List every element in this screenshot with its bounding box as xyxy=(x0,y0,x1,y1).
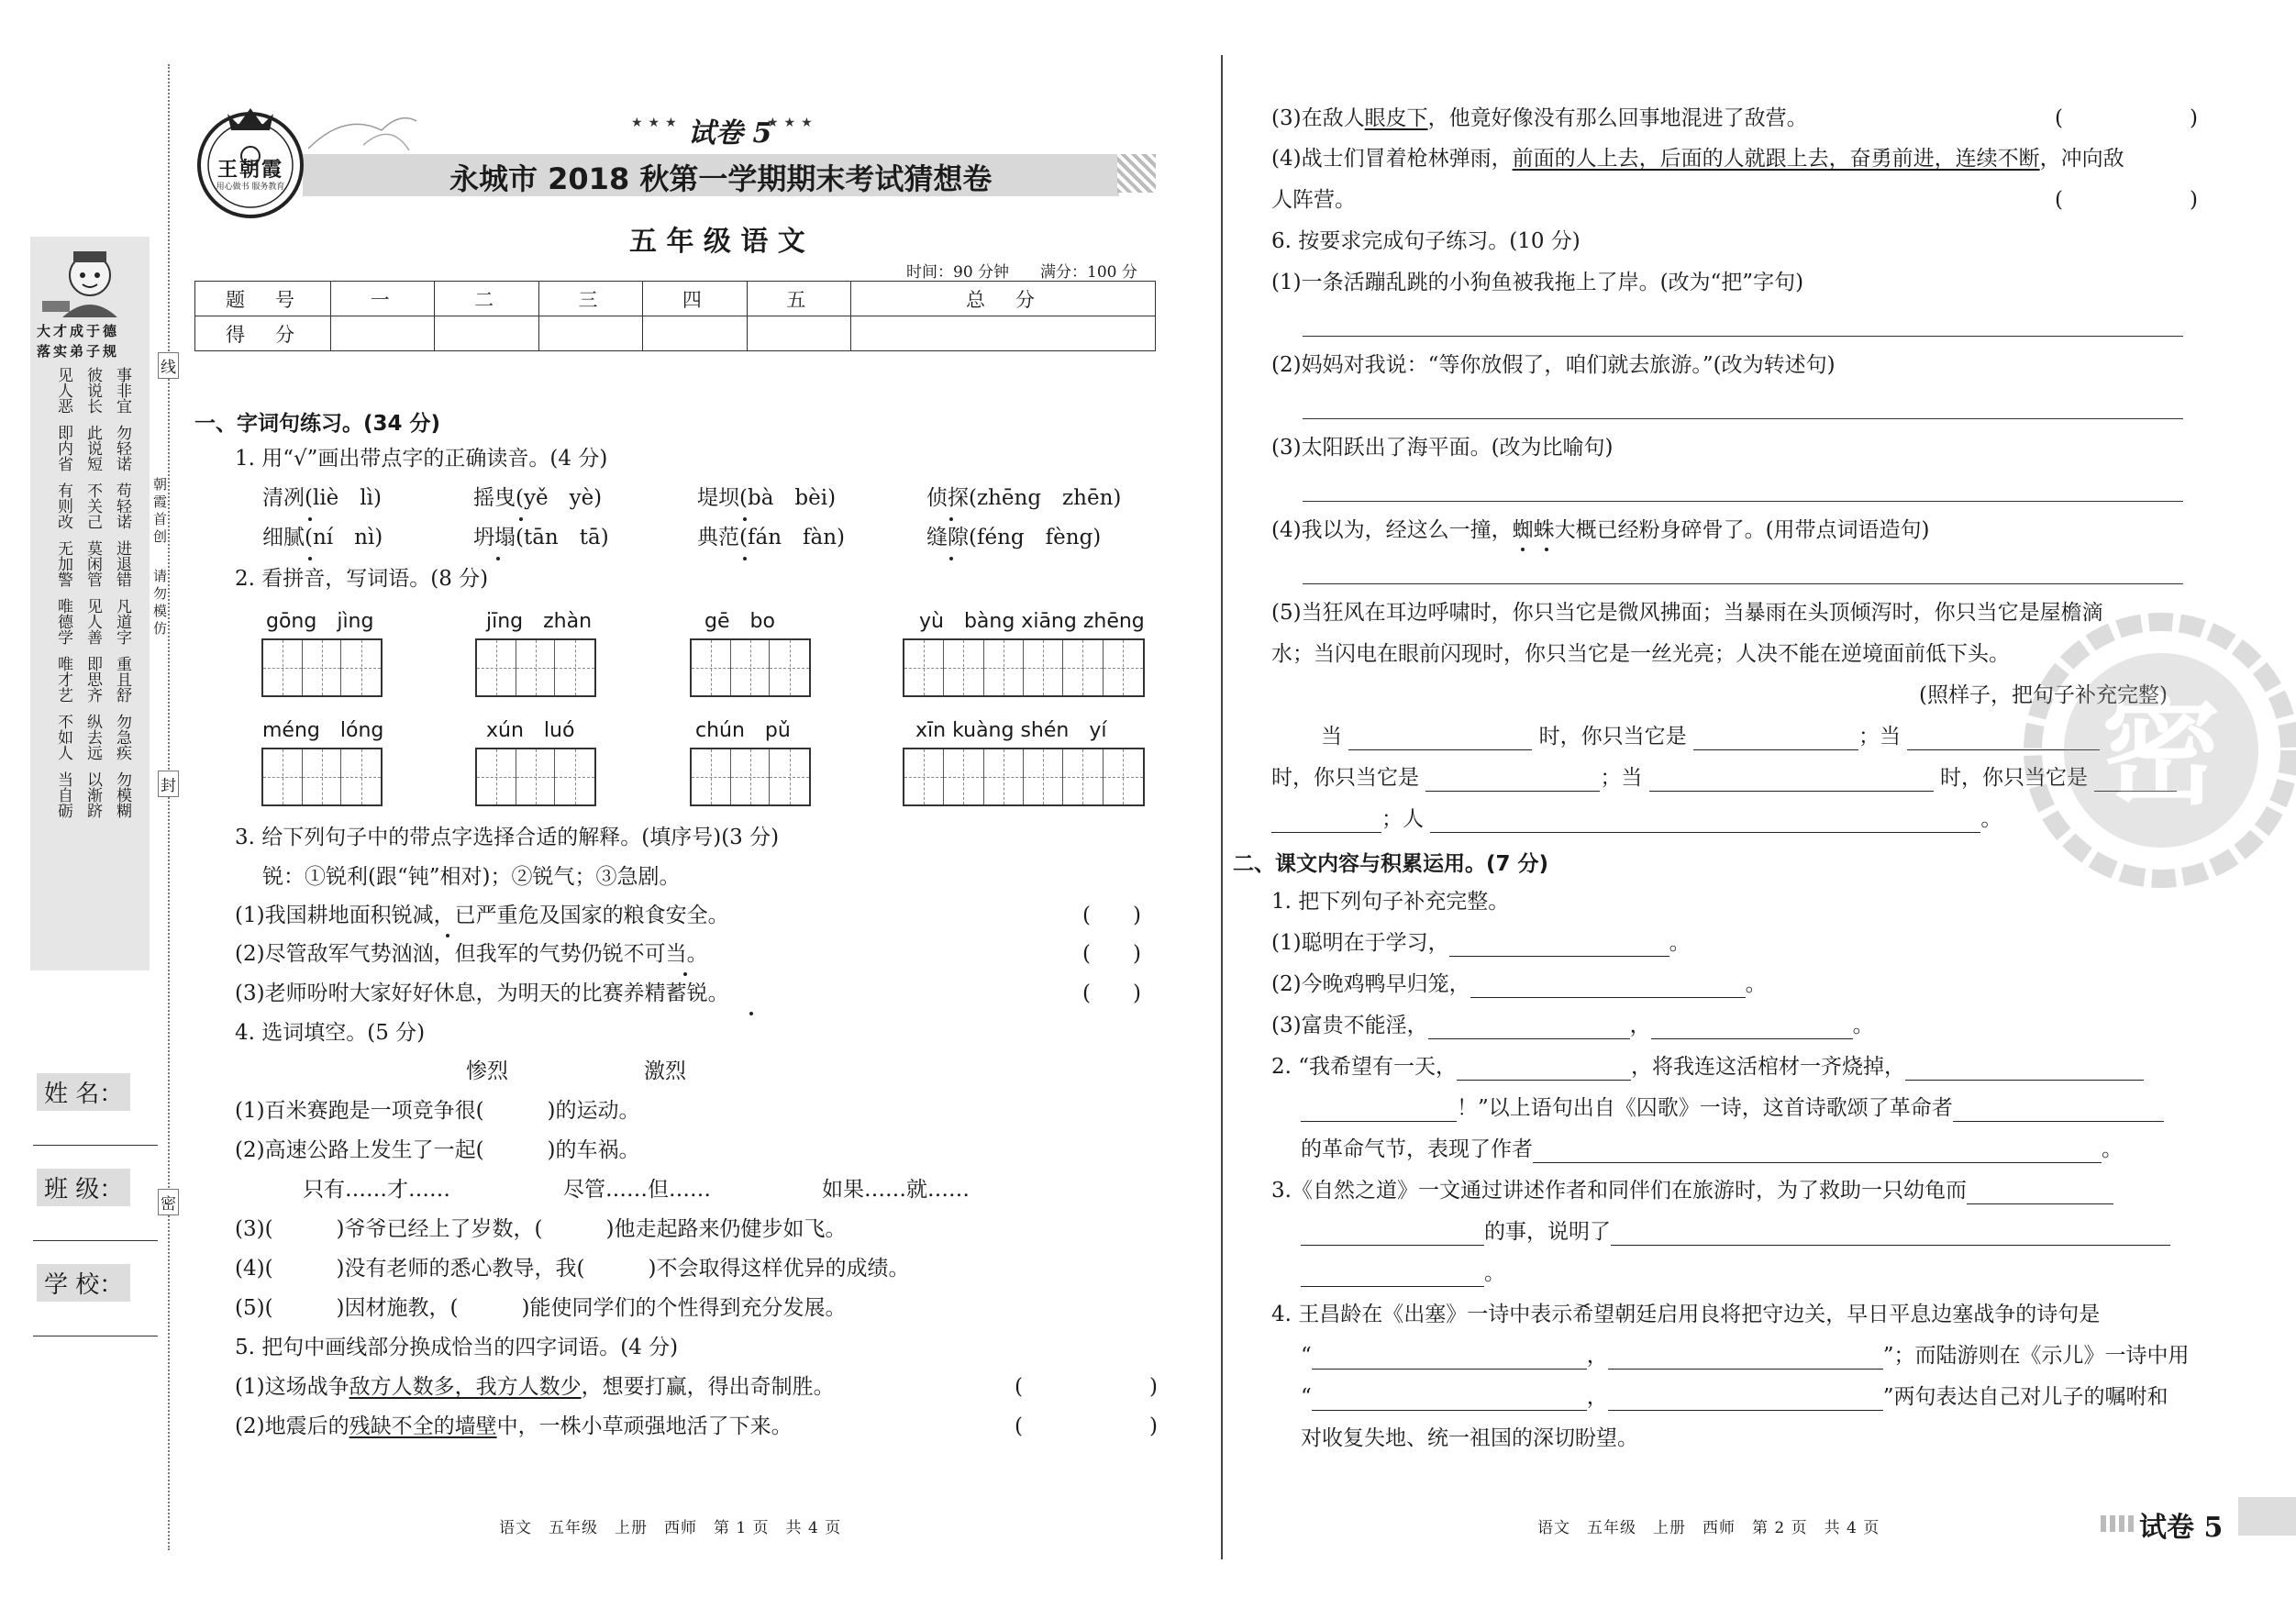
q4-sentence-3: (3)( )爷爷已经上了岁数，( )他走起路来仍健步如飞。 xyxy=(235,1217,847,1241)
fill-blank[interactable] xyxy=(1449,935,1669,957)
q6-fill-line-3 xyxy=(1271,805,2002,833)
fill-blank[interactable] xyxy=(1905,1059,2144,1081)
footer-badge-bar xyxy=(2238,1497,2296,1536)
emphasis-dot xyxy=(749,1012,753,1015)
maxim: 莫闲管 xyxy=(83,540,102,587)
emphasis-dot xyxy=(743,517,747,521)
fill-text: ；当 xyxy=(1858,725,1901,749)
answer-paren[interactable]: ( ) xyxy=(1082,904,1141,927)
fill-blank[interactable] xyxy=(1301,1224,1484,1246)
fill-text: 。 xyxy=(1484,1261,1505,1285)
q1-item-text: 缝隙(féng fèng) xyxy=(926,526,1102,549)
emphasis-dot xyxy=(496,557,500,560)
score-table xyxy=(194,281,1156,351)
q6-sentence-5c: (照样子，把句子补充完整) xyxy=(1919,683,2168,707)
maxim: 事非宜 xyxy=(113,367,131,414)
writing-grid[interactable] xyxy=(903,638,1145,697)
writing-grid[interactable] xyxy=(475,638,596,697)
p2-q4-line-3 xyxy=(1301,1383,2168,1411)
mascot-caption-1: 大才成于德 xyxy=(37,323,120,339)
maxim: 以渐跻 xyxy=(83,771,102,818)
q2-pinyin: gē bo xyxy=(704,610,775,633)
writing-grid[interactable] xyxy=(261,748,383,806)
score-table-header-cell: 四 xyxy=(643,282,747,316)
q5-s4-pre: (4)战士们冒着枪林弹雨， xyxy=(1271,147,1513,171)
q4-word-1: 惨烈 xyxy=(466,1059,508,1083)
cut-label-feng: 封 xyxy=(158,771,179,797)
q2-pinyin: xīn kuàng shén yí xyxy=(915,719,1107,742)
q4-conj-1: 只有……才…… xyxy=(303,1178,450,1202)
p2-q1-title: 1. 把下列句子补充完整。 xyxy=(1271,890,1510,914)
name-input-line[interactable] xyxy=(33,1145,158,1146)
p2-q4-line-4: 对收复失地、统一祖国的深切盼望。 xyxy=(1301,1426,1638,1450)
score-cell[interactable] xyxy=(850,316,1155,351)
subject-title: 五 年 级 语 文 xyxy=(629,226,805,258)
q5-s1-pre: (1)这场战争 xyxy=(235,1375,349,1399)
p2-q1-s1: (1)聪明在于学习， xyxy=(1271,931,1449,955)
score-row-label: 得 分 xyxy=(195,316,331,351)
score-cell[interactable] xyxy=(747,316,850,351)
answer-paren[interactable]: ( ) xyxy=(1015,1414,1158,1438)
fill-text: ， xyxy=(1629,1014,1651,1037)
fill-text: 时，你只当它是 xyxy=(1939,766,2088,790)
score-table-header-cell: 一 xyxy=(331,282,435,316)
maxim: 唯德学 xyxy=(54,598,72,645)
q5-s4-post: ，冲向敌 xyxy=(2039,147,2124,171)
p2-q4-line-1: 4. 王昌龄在《出塞》一诗中表示希望朝廷启用良将把守边关，早日平息边塞战争的诗句是 xyxy=(1271,1303,2101,1326)
fill-text: 。 xyxy=(2102,1137,2123,1161)
q5-s4-underlined: 前面的人上去，后面的人就跟上去，奋勇前进，连续不断 xyxy=(1512,147,2040,171)
q1-item-text: 侦探(zhēng zhēn) xyxy=(926,486,1122,510)
maxim: 见人恶 xyxy=(54,367,72,414)
emphasis-dot xyxy=(743,557,747,560)
footer-badge: 试卷 5 xyxy=(2139,1512,2224,1544)
score-table-header-cell: 五 xyxy=(747,282,850,316)
fill-text: 。 xyxy=(1980,807,2002,831)
series-label: 试卷 5 xyxy=(688,117,772,150)
q1-item xyxy=(473,484,602,512)
q5-s2-post: 中，一株小草顽强地活了下来。 xyxy=(496,1414,793,1438)
score-cell[interactable] xyxy=(538,316,642,351)
maxim: 勿模糊 xyxy=(113,771,131,818)
cut-label-xian: 线 xyxy=(158,352,179,379)
q1-item xyxy=(473,524,609,551)
q5-s3-post: ，他竟好像没有那么回事地混进了敌营。 xyxy=(1427,106,1808,130)
fill-text: ”两句表达自己对儿子的嘱咐和 xyxy=(1882,1385,2168,1409)
score-cell[interactable] xyxy=(331,316,435,351)
q3-definition: 锐：①锐利(跟“钝”相对)；②锐气；③急剧。 xyxy=(262,865,681,889)
q1-title: 1. 用“√”画出带点字的正确读音。(4 分) xyxy=(235,447,608,471)
q5-s2-underlined: 残缺不全的墙壁 xyxy=(349,1414,497,1438)
fill-text: “ xyxy=(1301,1344,1312,1368)
p2-q2-text: ，将我连这活棺材一齐烧掉， xyxy=(1631,1055,1906,1079)
ribbon-decoration xyxy=(308,103,418,158)
logo-subtitle: 用心做书 服务教育 xyxy=(216,183,285,192)
q6-title: 6. 按要求完成句子练习。(10 分) xyxy=(1271,229,1581,253)
q2-title: 2. 看拼音，写词语。(8 分) xyxy=(235,567,489,591)
p2-q1-line-2 xyxy=(1271,970,1767,998)
writing-grid[interactable] xyxy=(903,748,1145,806)
p2-q2-line-1 xyxy=(1271,1053,2144,1081)
fill-blank[interactable] xyxy=(1271,811,1381,833)
writing-grid[interactable] xyxy=(690,638,811,697)
q5-s2-pre: (2)地震后的 xyxy=(235,1414,349,1438)
fill-blank[interactable] xyxy=(1649,770,1934,792)
q3-sentence-1: (1)我国耕地面积锐减，已严重危及国家的粮食安全。 xyxy=(235,904,729,927)
fill-text: 。 xyxy=(1852,1014,1874,1037)
fill-text: 。 xyxy=(1669,931,1691,955)
q1-item xyxy=(697,484,836,512)
answer-paren[interactable]: ( ) xyxy=(1082,942,1141,966)
answer-paren[interactable]: ( ) xyxy=(2055,106,2198,130)
emphasis-dot xyxy=(446,934,449,937)
q4-word-2: 激烈 xyxy=(644,1059,686,1083)
score-cell[interactable] xyxy=(435,316,538,351)
p2-q1-s3: (3)富贵不能淫， xyxy=(1271,1014,1428,1037)
q6-sentence-1: (1)一条活蹦乱跳的小狗鱼被我拖上了岸。(改为“把”字句) xyxy=(1271,271,1804,294)
fill-blank[interactable] xyxy=(1608,1389,1883,1411)
page-fold-line xyxy=(1221,55,1223,1559)
q2-pinyin: chún pǔ xyxy=(695,719,791,742)
maxim: 勿轻诺 xyxy=(113,425,131,471)
fill-blank[interactable] xyxy=(1301,1265,1484,1287)
q1-item-text: 典范(fán fàn) xyxy=(697,526,846,549)
q2-pinyin: xún luó xyxy=(486,719,575,742)
fill-blank[interactable] xyxy=(1611,1224,2170,1246)
side-label-1: 朝霞首创 xyxy=(151,477,168,547)
q6-sentence-4: (4)我以为，经这么一撞，蜘蛛大概已经粉身碎骨了。(用带点词语造句) xyxy=(1271,518,1930,542)
fill-blank[interactable] xyxy=(1348,728,1532,750)
side-label-2: 请勿模仿 xyxy=(151,569,168,638)
score-table-header-cell: 总 分 xyxy=(850,282,1155,316)
answer-paren[interactable]: ( ) xyxy=(2055,188,2198,212)
footer-right: 语文 五年级 上册 西师 第 2 页 共 4 页 xyxy=(1537,1519,1880,1537)
fill-blank[interactable] xyxy=(1428,1017,1630,1039)
fill-blank[interactable] xyxy=(1470,976,1746,998)
emphasis-dot xyxy=(683,972,687,976)
maxim: 纵去远 xyxy=(83,714,102,760)
q1-item xyxy=(697,524,845,551)
q1-item-text: 摇曳(yě yè) xyxy=(473,486,603,510)
q1-item-text: 清冽(liè lì) xyxy=(262,486,382,510)
score-table-header-cell: 题 号 xyxy=(195,282,331,316)
fill-text: 。 xyxy=(1745,972,1767,996)
maxim: 不如人 xyxy=(54,714,72,760)
fill-text: 当 xyxy=(1321,725,1342,749)
school-label: 学 校： xyxy=(37,1264,130,1302)
footer-badge-dots xyxy=(2101,1515,2134,1532)
q5-s1-post: ，想要打赢，得出奇制胜。 xyxy=(581,1375,835,1399)
q6-answer-line-3[interactable] xyxy=(1303,501,2183,502)
maxim: 无加警 xyxy=(54,540,72,587)
fill-text: ， xyxy=(1586,1385,1608,1409)
q3-title: 3. 给下列句子中的带点字选择合适的解释。(填序号)(3 分) xyxy=(235,826,780,849)
q4-sentence-4: (4)( )没有老师的悉心教导，我( )不会取得这样优异的成绩。 xyxy=(235,1257,910,1281)
p2-q1-s2: (2)今晚鸡鸭早归笼， xyxy=(1271,972,1470,996)
score-cell[interactable] xyxy=(643,316,747,351)
q1-item xyxy=(262,484,382,512)
q3-sentence-3: (3)老师吩咐大家好好休息，为明天的比赛养精蓄锐。 xyxy=(235,981,729,1005)
q4-conj-3: 如果……就…… xyxy=(822,1178,970,1202)
confidential-seal xyxy=(2024,613,2296,888)
part2-title: 二、课文内容与积累运用。(7 分) xyxy=(1233,852,1549,876)
q1-item-text: 坍塌(tān tā) xyxy=(473,526,609,549)
fill-blank[interactable] xyxy=(1693,728,1858,750)
fill-blank[interactable] xyxy=(1953,1100,2164,1122)
q6-sentence-5a: (5)当狂风在耳边呼啸时，你只当它是微风拂面；当暴雨在头顶倾泻时，你只当它是屋檐滴 xyxy=(1271,601,2103,625)
fill-blank[interactable] xyxy=(1312,1389,1587,1411)
q2-pinyin: gōng jìng xyxy=(266,610,374,633)
q1-item xyxy=(262,524,383,551)
q1-item-text: 堤坝(bà bèi) xyxy=(697,486,837,510)
q5-title: 5. 把句中画线部分换成恰当的四字词语。(4 分) xyxy=(235,1336,679,1359)
q5-sentence-4-cont: 人阵营。 xyxy=(1271,188,1356,212)
q5-s3-pre: (3)在敌人 xyxy=(1271,106,1365,130)
score-table-header-row xyxy=(195,282,1156,316)
q2-pinyin: méng lóng xyxy=(262,719,384,742)
q4-conj-2: 尽管……但…… xyxy=(563,1178,711,1202)
fill-blank[interactable] xyxy=(1651,1017,1853,1039)
emphasis-dot xyxy=(519,517,523,521)
p2-q2-text: ！”以上语句出自《囚歌》一诗，这首诗歌颂了革命者 xyxy=(1457,1096,1953,1120)
maxim: 当自砺 xyxy=(54,771,72,818)
fill-text: 时，你只当它是 xyxy=(1538,725,1687,749)
stars-right: ★★★ xyxy=(767,116,818,130)
q5-sentence-1 xyxy=(235,1373,835,1401)
score-table-header-cell: 二 xyxy=(435,282,538,316)
answer-paren[interactable]: ( ) xyxy=(1082,981,1141,1005)
p2-q4-line-2 xyxy=(1301,1342,2190,1370)
q1-item-text: 细腻(ní nì) xyxy=(262,526,383,549)
class-label: 班 级： xyxy=(37,1169,130,1206)
maxim: 有则改 xyxy=(54,482,72,529)
cut-label-mi: 密 xyxy=(158,1189,179,1215)
answer-paren[interactable]: ( ) xyxy=(1015,1375,1158,1399)
q4-sentence-2: (2)高速公路上发生了一起( )的车祸。 xyxy=(235,1138,640,1162)
q4-sentence-5: (5)( )因材施教，( )能使同学们的个性得到充分发展。 xyxy=(235,1296,847,1320)
logo-text: 王朝霞 xyxy=(216,158,283,182)
maxim: 彼说长 xyxy=(83,367,102,414)
maxim: 即内省 xyxy=(54,425,72,471)
q2-pinyin: jīng zhàn xyxy=(486,610,593,633)
p2-q3-text: 的事，说明了 xyxy=(1484,1220,1611,1244)
time-info: 时间：90 分钟 满分：100 分 xyxy=(906,263,1137,282)
stars-left: ★★★ xyxy=(631,116,682,130)
p2-q2-text: 的革命气节，表现了作者 xyxy=(1301,1137,1533,1161)
q3-sentence-2: (2)尽管敌军气势汹汹，但我军的气势仍锐不可当。 xyxy=(235,942,708,966)
q6-answer-line-4[interactable] xyxy=(1303,583,2183,584)
maxim: 此说短 xyxy=(83,425,102,471)
q5-sentence-3 xyxy=(1271,105,1808,132)
fill-blank[interactable] xyxy=(1430,811,1980,833)
q6-sentence-3: (3)太阳跃出了海平面。(改为比喻句) xyxy=(1271,436,1614,460)
p2-q3-line-3 xyxy=(1301,1259,1505,1287)
q6-answer-line-2[interactable] xyxy=(1303,418,2183,419)
class-input-line[interactable] xyxy=(33,1240,158,1241)
q1-item xyxy=(926,484,1121,512)
q2-pinyin: yù bàng xiāng zhēng xyxy=(919,610,1145,633)
exam-title: 永城市 2018 秋第一学期期末考试猜想卷 xyxy=(449,161,993,196)
p2-q1-line-3 xyxy=(1271,1012,1874,1039)
emphasis-dot xyxy=(1521,548,1525,551)
p2-q2-text: 2. “我希望有一天， xyxy=(1271,1055,1458,1079)
p2-q2-line-3 xyxy=(1301,1136,2123,1163)
q4-title: 4. 选词填空。(5 分) xyxy=(235,1021,426,1045)
header-banner-pattern xyxy=(1117,154,1156,193)
maxim: 即思齐 xyxy=(83,656,102,703)
fill-blank[interactable] xyxy=(1312,1347,1587,1370)
maxim-grid xyxy=(44,367,132,818)
p2-q2-line-2 xyxy=(1301,1094,2164,1122)
fill-text: ；人 xyxy=(1381,807,1424,831)
maxim: 见人善 xyxy=(83,598,102,645)
fill-text: ；当 xyxy=(1600,766,1643,790)
part1-title: 一、字词句练习。(34 分) xyxy=(194,412,441,436)
score-table-header-cell: 三 xyxy=(538,282,642,316)
emphasis-dot xyxy=(949,557,953,560)
maxim: 苟轻诺 xyxy=(113,482,131,529)
emphasis-dot xyxy=(308,517,312,521)
fill-text: “ xyxy=(1301,1385,1312,1409)
maxim: 不关己 xyxy=(83,482,102,529)
name-label: 姓 名： xyxy=(37,1073,130,1111)
maxim: 重且舒 xyxy=(113,656,131,703)
seal-character: 密 xyxy=(2101,682,2222,821)
emphasis-dot xyxy=(1545,548,1548,551)
maxim: 勿急疾 xyxy=(113,714,131,760)
maxim: 唯才艺 xyxy=(54,656,72,703)
p2-q3-line-1 xyxy=(1271,1177,2113,1204)
fill-blank[interactable] xyxy=(1457,1059,1631,1081)
q5-sentence-4 xyxy=(1271,145,2124,172)
writing-grid[interactable] xyxy=(475,748,596,806)
fill-text: ”；而陆游则在《示儿》一诗中用 xyxy=(1882,1344,2190,1368)
fill-blank[interactable] xyxy=(1608,1347,1883,1370)
fill-blank[interactable] xyxy=(1967,1182,2113,1204)
p2-q3-line-2 xyxy=(1301,1218,2170,1246)
maxim: 进退错 xyxy=(113,540,131,587)
p2-q3-text: 3.《自然之道》一文通过讲述作者和同伴们在旅游时，为了救助一只幼龟而 xyxy=(1271,1179,1967,1203)
writing-grid[interactable] xyxy=(261,638,383,697)
q4-sentence-1: (1)百米赛跑是一项竞争很( )的运动。 xyxy=(235,1099,640,1123)
q6-sentence-5b: 水；当闪电在眼前闪现时，你只当它是一丝光亮；人决不能在逆境面前低下头。 xyxy=(1271,642,2010,666)
fill-blank[interactable] xyxy=(1533,1141,2102,1163)
writing-grid[interactable] xyxy=(690,748,811,806)
q5-s1-underlined: 敌方人数多，我方人数少 xyxy=(349,1375,582,1399)
q6-answer-line-1[interactable] xyxy=(1303,336,2183,337)
q1-item xyxy=(926,524,1101,551)
footer-left: 语文 五年级 上册 西师 第 1 页 共 4 页 xyxy=(499,1519,842,1537)
binding-dotted-line xyxy=(168,64,170,1550)
emphasis-dot xyxy=(949,517,953,521)
q5-s3-underlined: 眼皮下 xyxy=(1364,106,1428,130)
q5-sentence-2 xyxy=(235,1413,793,1440)
fill-text: 时，你只当它是 xyxy=(1271,766,1419,790)
emphasis-dot xyxy=(308,557,312,560)
q6-sentence-2: (2)妈妈对我说：“等你放假了，咱们就去旅游。”(改为转述句) xyxy=(1271,353,1836,377)
p2-q1-line-1 xyxy=(1271,929,1691,957)
fill-blank[interactable] xyxy=(1425,770,1600,792)
fill-text: ， xyxy=(1586,1344,1608,1368)
q6-fill-line-1 xyxy=(1321,723,2100,750)
fill-blank[interactable] xyxy=(1301,1100,1457,1122)
maxim: 凡道字 xyxy=(113,598,131,645)
mascot-image xyxy=(37,246,143,319)
mascot-caption-2: 落实弟子规 xyxy=(37,343,120,360)
score-table-score-row xyxy=(195,316,1156,351)
